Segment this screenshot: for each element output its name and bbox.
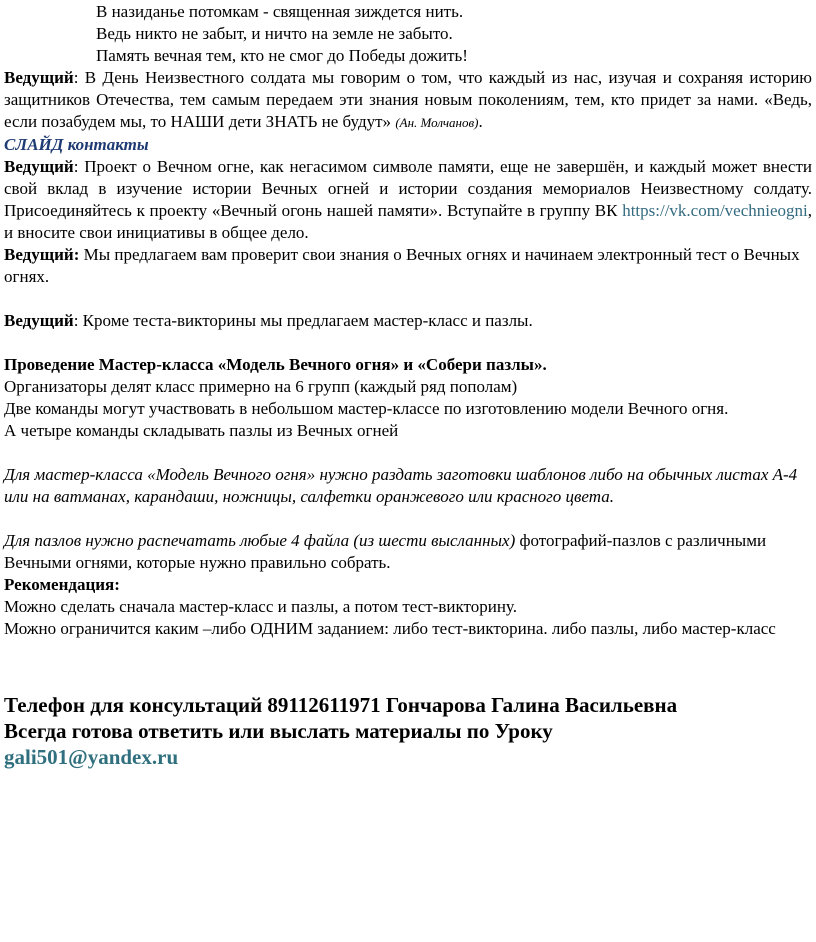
paragraph-project: [4, 156, 812, 244]
paragraph-day-of-unknown-soldier: [4, 67, 812, 134]
contacts-phone-line: Телефон для консультаций 89112611971 Гончарова Галина Васильевна: [4, 693, 678, 717]
spacer: [4, 640, 812, 662]
recommendations-heading: Рекомендация:: [4, 575, 120, 594]
paragraph-end: .: [478, 112, 483, 131]
masterclass-line-3: А четыре команды складывать пазлы из Вечных огней: [4, 421, 399, 440]
paragraph-text-after: , и вносите свои инициативы в общее дело.: [4, 201, 812, 242]
vk-link[interactable]: https://vk.com/vechnieogni: [622, 201, 808, 220]
paragraph-test: [4, 244, 812, 288]
quote-author: (Ан. Молчанов): [395, 115, 479, 130]
paragraph-text: : Проект о Вечном огне, как негасимом символе памяти, еще не завершён, и каждый может внести свой вклад в изучение истории Вечных огней и истории создания мемориалов Неизвестному солдату. Присоединяйтесь к проекту «Вечный огонь нашей памяти». Вступайте в группу ВК: [4, 157, 812, 220]
contacts-ready-line: Всегда готова ответить или выслать материалы по Уроку: [4, 719, 553, 743]
paragraph-text: Мы предлагаем вам проверит свои знания о Вечных огнях и начинаем электронный тест о Вечных огнях.: [4, 245, 800, 286]
masterclass-heading: Проведение Мастер-класса «Модель Вечного огня» и «Собери пазлы».: [4, 355, 547, 374]
puzzles-text: фотографий-пазлов с различными Вечными огнями, которые нужно правильно собрать.: [4, 531, 767, 572]
poem-line-3: Память вечная тем, кто не смог до Победы дожить!: [96, 46, 468, 65]
recommendation-line-1: Можно сделать сначала мастер-класс и пазлы, а потом тест-викторину.: [4, 597, 517, 616]
document-page: [4, 0, 812, 770]
slide-label: СЛАЙД контакты: [4, 135, 149, 154]
speaker-label: Ведущий: [4, 311, 74, 330]
contacts-email[interactable]: gali501@yandex.ru: [4, 745, 179, 769]
poem: [96, 0, 812, 67]
materials-paragraph: Для мастер-класса «Модель Вечного огня» нужно раздать заготовки шаблонов либо на обычных листах А-4 или на ватманах, карандаши, ножницы, салфетки оранжевого или красного цвета.: [4, 465, 798, 506]
puzzles-paragraph: [4, 530, 812, 574]
spacer: [4, 442, 812, 464]
puzzles-italic: Для пазлов нужно распечатать любые 4 файла (из шести высланных): [4, 531, 516, 550]
masterclass-line-2: Две команды могут участвовать в небольшом мастер-классе по изготовлению модели Вечного огня.: [4, 399, 729, 418]
spacer: [4, 288, 812, 310]
spacer: [4, 508, 812, 530]
speaker-label: Ведущий: [4, 157, 74, 176]
poem-line-1: В назиданье потомкам - священная зиждется нить.: [96, 2, 464, 21]
speaker-label: Ведущий:: [4, 245, 80, 264]
spacer: [4, 332, 812, 354]
paragraph-text: : В День Неизвестного солдата мы говорим о том, что каждый из нас, изучая и сохраняя историю защитников Отечества, тем самым передаем эти знания новым поколениям, тем, кто придет за нами. «Ведь, если позабудем мы, то НАШИ дети ЗНАТЬ не будут»: [4, 68, 812, 131]
spacer: [4, 662, 812, 692]
paragraph-quiz: [4, 310, 812, 332]
speaker-label: Ведущий: [4, 68, 74, 87]
poem-line-2: Ведь никто не забыт, и ничто на земле не забыто.: [96, 24, 453, 43]
masterclass-line-1: Организаторы делят класс примерно на 6 групп (каждый ряд пополам): [4, 377, 518, 396]
recommendation-line-2: Можно ограничится каким –либо ОДНИМ заданием: либо тест-викторина. либо пазлы, либо мастер-класс: [4, 619, 776, 638]
paragraph-text: : Кроме теста-викторины мы предлагаем мастер-класс и пазлы.: [73, 311, 533, 330]
